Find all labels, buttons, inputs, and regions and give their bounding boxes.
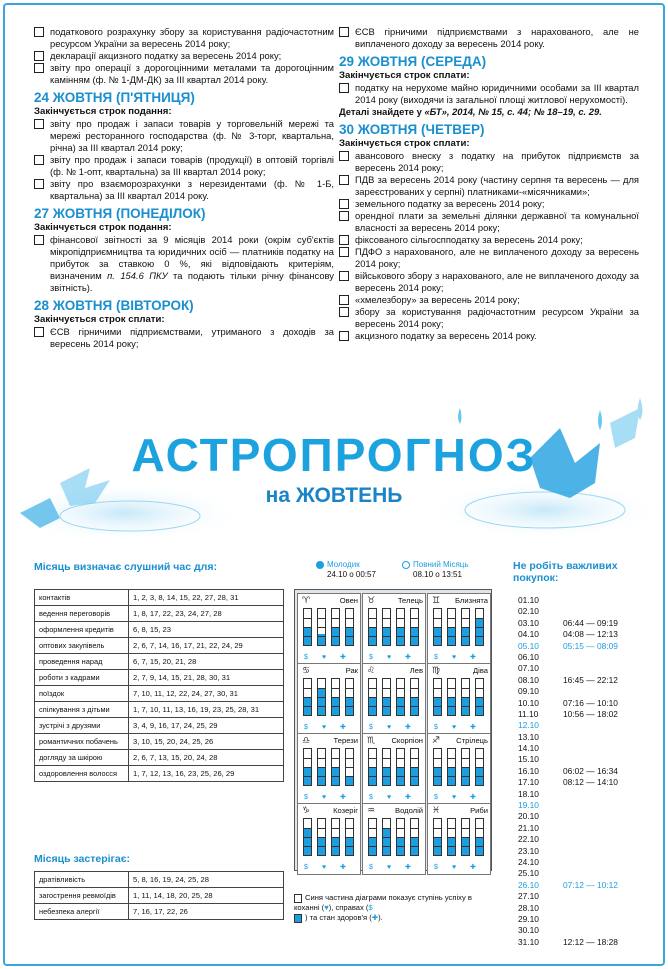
row-days: 7, 10, 11, 12, 22, 24, 27, 30, 31 (129, 686, 284, 702)
zodiac-cell (427, 663, 491, 735)
checklist-item: ПДФО з нарахованого, але не виплаченого доходу за вересень 2014 року; (339, 246, 639, 270)
table-row (35, 904, 284, 920)
health-icon: ✚ (371, 913, 379, 922)
zodiac-bar (345, 748, 354, 786)
checklist-item: «хмелезбору» за вересень 2014 року; (339, 294, 639, 306)
money-bag-icon: $ (369, 794, 373, 801)
row-label: зустрічі з друзями (35, 718, 129, 734)
health-icon: ✚ (470, 864, 476, 871)
zodiac-cell (297, 663, 361, 735)
list-item: 02.10 (518, 606, 539, 617)
astro-subtitle: на ЖОВТЕНЬ (265, 484, 403, 507)
zodiac-icon: ♈ (302, 595, 311, 605)
row-days: 1, 7, 12, 13, 16, 23, 25, 26, 29 (129, 766, 284, 782)
table-row (35, 888, 284, 904)
zodiac-bar (382, 678, 391, 716)
love-icon: ♥ (322, 794, 327, 801)
checkbox[interactable] (34, 235, 44, 245)
zodiac-cell (362, 593, 426, 665)
health-icon: ✚ (340, 654, 346, 661)
date-heading: 29 ЖОВТНЯ (СЕРЕДА) (339, 54, 487, 69)
favorable-title: Місяць визначає слушний час для: (34, 561, 217, 573)
list-item: 07.10 (518, 663, 539, 674)
list-item: 16.10 06:02 — 16:34 (518, 765, 618, 776)
zodiac-icon: ♒ (367, 805, 376, 815)
checkbox[interactable] (34, 179, 44, 189)
zodiac-bar (447, 678, 456, 716)
deadline-label: Закінчується строк сплати: (339, 70, 470, 81)
row-days: 2, 6, 7, 14, 16, 17, 21, 22, 24, 29 (129, 638, 284, 654)
zodiac-name: Козеріг (333, 806, 358, 815)
zodiac-bar (447, 748, 456, 786)
list-item: 30.10 (518, 925, 539, 936)
love-icon: ♥ (387, 654, 392, 661)
health-icon: ✚ (470, 654, 476, 661)
list-item: 22.10 (518, 834, 539, 845)
checkbox[interactable] (34, 51, 44, 61)
list-item: 12.10 (518, 720, 539, 731)
zodiac-icon: ♏ (367, 735, 376, 745)
row-label: оздоровлення волосся (35, 766, 129, 782)
list-item: 15.10 (518, 754, 539, 765)
list-item: 17.10 08:12 — 14:10 (518, 777, 618, 788)
health-icon: ✚ (405, 724, 411, 731)
checkbox[interactable] (339, 199, 349, 209)
table-row (35, 622, 284, 638)
zodiac-bar (303, 748, 312, 786)
list-item: 21.10 (518, 822, 539, 833)
zodiac-icon: ♎ (302, 735, 311, 745)
zodiac-bar (331, 748, 340, 786)
checklist-item: податку на нерухоме майно юридичними особами за III квартал 2014 року (виходячи із загальної площі житлової нерухомості). (339, 82, 639, 106)
list-item: 25.10 (518, 868, 539, 879)
list-item: 28.10 (518, 902, 539, 913)
checklist-item: ЄСВ гірничими підприємствами з нарахованого, але не виплаченого доходу за вересень 2014 року. (339, 26, 639, 50)
zodiac-name: Скорпіон (391, 736, 423, 745)
zodiac-bar (475, 748, 484, 786)
row-label: поїздок (35, 686, 129, 702)
zodiac-bar (461, 748, 470, 786)
checklist-item: авансового внеску з податку на прибуток підприємств за вересень 2014 року; (339, 150, 639, 174)
checkbox[interactable] (339, 331, 349, 341)
checklist-item: орендної плати за земельні ділянки державної та комунальної власності за вересень 2014 року; (339, 210, 639, 234)
money-bag-icon: $ (434, 724, 438, 731)
deadline-label: Закінчується строк сплати: (339, 138, 470, 149)
raindrop-icon (598, 410, 602, 430)
checklist-item: звіту про операції з дорогоцінними металами та дорогоцінним камінням (ф. № 1-ДМ-ДК) за III квартал 2014 року. (34, 62, 334, 86)
zodiac-icon: ♉ (367, 595, 376, 605)
table-row (35, 718, 284, 734)
list-item: 14.10 (518, 743, 539, 754)
checklist-item: земельного податку за вересень 2014 року; (339, 198, 639, 210)
health-icon: ✚ (340, 864, 346, 871)
checkbox[interactable] (339, 83, 349, 93)
list-item: 03.10 06:44 — 09:19 (518, 617, 618, 628)
row-days: 3, 10, 15, 20, 24, 25, 26 (129, 734, 284, 750)
checklist-item: ПДВ за вересень 2014 року (частину серпня та вересень — для зареєстрованих у серпні) платниками-«місячниками»; (339, 174, 639, 198)
list-item: 05.10 05:15 — 08:09 (518, 640, 618, 651)
bar-fill (476, 618, 483, 645)
row-label: роботи з кадрами (35, 670, 129, 686)
zodiac-bar (368, 748, 377, 786)
love-icon: ♥ (452, 864, 457, 871)
zodiac-bar (345, 818, 354, 856)
bar-fill (318, 688, 325, 715)
zodiac-cell (362, 803, 426, 875)
zodiac-bar (475, 818, 484, 856)
row-label: спілкування з дітьми (35, 702, 129, 718)
zodiac-bar (303, 818, 312, 856)
row-days: 3, 4, 9, 16, 17, 24, 25, 29 (129, 718, 284, 734)
zodiac-icon: ♊ (432, 595, 441, 605)
details-note: Деталі знайдете у «БТ», 2014, № 15, с. 44; № 18–19, с. 29. (339, 106, 602, 117)
health-icon: ✚ (470, 794, 476, 801)
zodiac-bar (317, 818, 326, 856)
zodiac-name: Лев (409, 666, 423, 675)
legend-swatch-empty (294, 894, 302, 903)
love-icon: ♥ (452, 724, 457, 731)
bar-fill (346, 776, 353, 785)
checklist-item: акцизного податку за вересень 2014 року. (339, 330, 639, 342)
zodiac-bar (331, 608, 340, 646)
zodiac-bar (433, 678, 442, 716)
row-days: 2, 7, 9, 14, 15, 21, 28, 30, 31 (129, 670, 284, 686)
love-icon: ♥ (452, 654, 457, 661)
zodiac-icon: ♑ (302, 805, 311, 815)
date-heading: 30 ЖОВТНЯ (ЧЕТВЕР) (339, 122, 485, 137)
checkbox[interactable] (339, 271, 349, 281)
list-item: 09.10 (518, 686, 539, 697)
list-item: 20.10 (518, 811, 539, 822)
raindrop-icon (458, 408, 462, 424)
money-bag-icon: $ (369, 654, 373, 661)
zodiac-cell (297, 593, 361, 665)
left-column (34, 26, 334, 350)
row-days: 1, 7, 10, 11, 13, 16, 19, 23, 25, 28, 31 (129, 702, 284, 718)
checkbox[interactable] (339, 295, 349, 305)
zodiac-bar (382, 608, 391, 646)
checkbox[interactable] (339, 247, 349, 257)
row-label: контактів (35, 590, 129, 606)
zodiac-bar (317, 748, 326, 786)
checklist-item: фінансової звітності за 9 місяців 2014 роки (окрім суб'єктів мікропідприємництва та юридичних осіб — платників податку на прибуток за ставкою 0 %, які відповідають критеріям, визначеним п. 154.6 ПКУ та подають тільки річну фінансову звітність). (34, 234, 334, 294)
zodiac-icon: ♍ (432, 665, 441, 675)
row-label: ведення переговорів (35, 606, 129, 622)
health-icon: ✚ (470, 724, 476, 731)
money-bag-icon: $ (434, 654, 438, 661)
list-item: 06.10 (518, 651, 539, 662)
zodiac-icon: ♓ (432, 805, 441, 815)
date-heading: 24 ЖОВТНЯ (П'ЯТНИЦЯ) (34, 90, 195, 105)
zodiac-bar (317, 678, 326, 716)
warning-table (34, 871, 284, 920)
zodiac-cell (362, 663, 426, 735)
list-item: 10.10 07:16 — 10:10 (518, 697, 618, 708)
deadline-label: Закінчується строк подання: (34, 222, 172, 233)
zodiac-bar (410, 608, 419, 646)
row-days: 1, 11, 14, 18, 20, 25, 28 (129, 888, 284, 904)
zodiac-grid (294, 589, 492, 871)
zodiac-bar (396, 818, 405, 856)
zodiac-cell (297, 803, 361, 875)
list-item: 08.10 16:45 — 22:12 (518, 674, 618, 685)
love-icon: ♥ (387, 724, 392, 731)
table-row (35, 750, 284, 766)
checklist-item: звіту про продаж і запаси товарів (продукції) в оптовій торгівлі (ф. № 1-опт, квартальна) за III квартал 2014 року; (34, 154, 334, 178)
money-bag-icon: $ (304, 864, 308, 871)
money-bag-icon: $ (304, 794, 308, 801)
row-label: догляду за шкірою (35, 750, 129, 766)
zodiac-bar (331, 818, 340, 856)
zodiac-cell (427, 593, 491, 665)
checkbox[interactable] (34, 119, 44, 129)
table-row (35, 734, 284, 750)
zodiac-cell (427, 733, 491, 805)
zodiac-bar (475, 608, 484, 646)
zodiac-name: Стрілець (456, 736, 488, 745)
zodiac-bar (410, 818, 419, 856)
deadline-label: Закінчується строк сплати: (34, 314, 165, 325)
zodiac-bar (368, 608, 377, 646)
list-item: 26.10 07:12 — 10:12 (518, 879, 618, 890)
row-label: проведення нарад (35, 654, 129, 670)
table-row (35, 654, 284, 670)
checkbox[interactable] (339, 211, 349, 221)
zodiac-bar (433, 748, 442, 786)
checklist-item: податкового розрахунку збору за користування радіочастотним ресурсом України за вересень 2014 року; (34, 26, 334, 50)
love-icon: ♥ (322, 654, 327, 661)
row-days: 2, 6, 7, 13, 15, 20, 24, 28 (129, 750, 284, 766)
love-icon: ♥ (452, 794, 457, 801)
zodiac-icon: ♋ (302, 665, 311, 675)
money-bag-icon: $ (304, 654, 308, 661)
table-row (35, 670, 284, 686)
astro-title: АСТРОПРОГНОЗ (131, 429, 537, 481)
list-item: 01.10 (518, 595, 539, 605)
zodiac-cell (362, 733, 426, 805)
bar-fill (383, 828, 390, 855)
checkbox[interactable] (339, 235, 349, 245)
money-bag-icon: $ (304, 724, 308, 731)
new-moon-icon (316, 561, 324, 569)
deadline-label: Закінчується строк подання: (34, 106, 172, 117)
zodiac-bar (433, 818, 442, 856)
row-label: дратівливість (35, 872, 129, 888)
table-row (35, 606, 284, 622)
full-moon-icon (402, 561, 410, 569)
zodiac-bar (410, 678, 419, 716)
zodiac-bar (396, 608, 405, 646)
row-days: 1, 2, 3, 8, 14, 15, 22, 27, 28, 31 (129, 590, 284, 606)
favorable-table (34, 589, 284, 782)
health-icon: ✚ (405, 794, 411, 801)
zodiac-bar (368, 678, 377, 716)
checklist-item: декларації акцизного податку за вересень 2014 року; (34, 50, 334, 62)
dont-buy-list (518, 595, 648, 948)
zodiac-bar (396, 748, 405, 786)
zodiac-bar (382, 818, 391, 856)
row-label: небезпека алергії (35, 904, 129, 920)
row-days: 1, 8, 17, 22, 23, 24, 27, 28 (129, 606, 284, 622)
checklist-item: фіксованого сільгоспподатку за вересень 2014 року; (339, 234, 639, 246)
zodiac-legend: Синя частина діаграми показує ступінь успіху в коханні (♥), справах ($ ) та стан здоров'я (✚). (294, 893, 472, 922)
list-item: 19.10 (518, 800, 539, 811)
table-row (35, 702, 284, 718)
zodiac-bar (396, 678, 405, 716)
legend-swatch-filled (294, 914, 302, 923)
zodiac-name: Водолій (395, 806, 423, 815)
zodiac-bar (447, 818, 456, 856)
money-bag-icon: $ (434, 794, 438, 801)
zodiac-bar (461, 678, 470, 716)
zodiac-icon: ♐ (432, 735, 441, 745)
row-label: оптових закупівель (35, 638, 129, 654)
zodiac-bar (345, 678, 354, 716)
checklist-item: військового збору з нарахованого, але не виплаченого доходу за вересень 2014 року; (339, 270, 639, 294)
zodiac-bar (461, 818, 470, 856)
health-icon: ✚ (405, 654, 411, 661)
bar-fill (304, 828, 311, 855)
checkbox[interactable] (34, 63, 44, 73)
money-bag-icon: $ (434, 864, 438, 871)
checklist (339, 150, 639, 342)
zodiac-bar (368, 818, 377, 856)
money-bag-icon: $ (368, 903, 373, 912)
checkbox[interactable] (34, 27, 44, 37)
checkbox[interactable] (34, 155, 44, 165)
checklist-item: звіту про продаж і запаси товарів у торговельній мережі та мережі ресторанного господарства (ф. № 3-торг, квартальна, річна) за III квартал 2014 року; (34, 118, 334, 154)
checkbox[interactable] (339, 307, 349, 317)
love-icon: ♥ (387, 864, 392, 871)
zodiac-name: Телець (397, 596, 423, 605)
checklist-item: збору за користування радіочастотним ресурсом України за вересень 2014 року; (339, 306, 639, 330)
zodiac-name: Овен (339, 596, 358, 605)
table-row (35, 686, 284, 702)
zodiac-bar (410, 748, 419, 786)
row-label: загострення ревмоїдів (35, 888, 129, 904)
health-icon: ✚ (340, 724, 346, 731)
checklist-item: ЄСВ гірничими підприємствами, утриманого з доходів за вересень 2014 року; (34, 326, 334, 350)
right-column (339, 26, 639, 342)
love-icon: ♥ (322, 864, 327, 871)
list-item: 29.10 (518, 913, 539, 924)
health-icon: ✚ (405, 864, 411, 871)
row-label: романтичних побачень (35, 734, 129, 750)
zodiac-bar (447, 608, 456, 646)
zodiac-name: Риби (470, 806, 488, 815)
list-item: 04.10 04:08 — 12:13 (518, 629, 618, 640)
list-item: 23.10 (518, 845, 539, 856)
zodiac-bar (475, 678, 484, 716)
date-heading: 27 ЖОВТНЯ (ПОНЕДІЛОК) (34, 206, 206, 221)
health-icon: ✚ (340, 794, 346, 801)
table-row (35, 872, 284, 888)
zodiac-icon: ♌ (367, 665, 376, 675)
table-row (35, 638, 284, 654)
zodiac-bar (461, 608, 470, 646)
zodiac-name: Діва (472, 666, 488, 675)
row-label: оформлення кредитів (35, 622, 129, 638)
checkbox[interactable] (339, 151, 349, 161)
row-days: 6, 7, 15, 20, 21, 28 (129, 654, 284, 670)
zodiac-bar (303, 608, 312, 646)
date-heading: 28 ЖОВТНЯ (ВІВТОРОК) (34, 298, 194, 313)
checkbox[interactable] (339, 27, 349, 37)
zodiac-cell (427, 803, 491, 875)
list-item: 18.10 (518, 788, 539, 799)
zodiac-name: Рак (345, 666, 358, 675)
full-moon-legend: Повний Місяць 08.10 о 13:51 (402, 560, 469, 580)
table-row (35, 590, 284, 606)
row-days: 6, 8, 15, 23 (129, 622, 284, 638)
zodiac-bar (317, 608, 326, 646)
zodiac-bar (331, 678, 340, 716)
zodiac-name: Терези (333, 736, 358, 745)
row-days: 5, 8, 16, 19, 24, 25, 28 (129, 872, 284, 888)
new-moon-legend: Молодик 24.10 о 00:57 (316, 560, 376, 580)
warning-title: Місяць застерігає: (34, 853, 131, 865)
zodiac-name: Близнята (455, 596, 488, 605)
list-item: 27.10 (518, 891, 539, 902)
dont-buy-title: Не робіть важливих покупок: (513, 560, 618, 584)
zodiac-bar (382, 748, 391, 786)
love-icon: ♥ (387, 794, 392, 801)
checklist-item: звіту про взаєморозрахунки з нерезидентами (ф. № 1-Б, квартальна) за III квартал 2014 року. (34, 178, 334, 202)
list-item: 31.10 12:12 — 18:28 (518, 936, 618, 947)
zodiac-bar (303, 678, 312, 716)
love-icon: ♥ (324, 903, 329, 912)
zodiac-cell (297, 733, 361, 805)
list-item: 13.10 (518, 731, 539, 742)
money-bag-icon: $ (369, 864, 373, 871)
money-bag-icon: $ (369, 724, 373, 731)
table-row (35, 766, 284, 782)
checkbox[interactable] (34, 327, 44, 337)
list-item: 24.10 (518, 856, 539, 867)
list-item: 11.10 10:56 — 18:02 (518, 708, 618, 719)
row-days: 7, 16, 17, 22, 26 (129, 904, 284, 920)
zodiac-bar (345, 608, 354, 646)
checkbox[interactable] (339, 175, 349, 185)
zodiac-bar (433, 608, 442, 646)
love-icon: ♥ (322, 724, 327, 731)
